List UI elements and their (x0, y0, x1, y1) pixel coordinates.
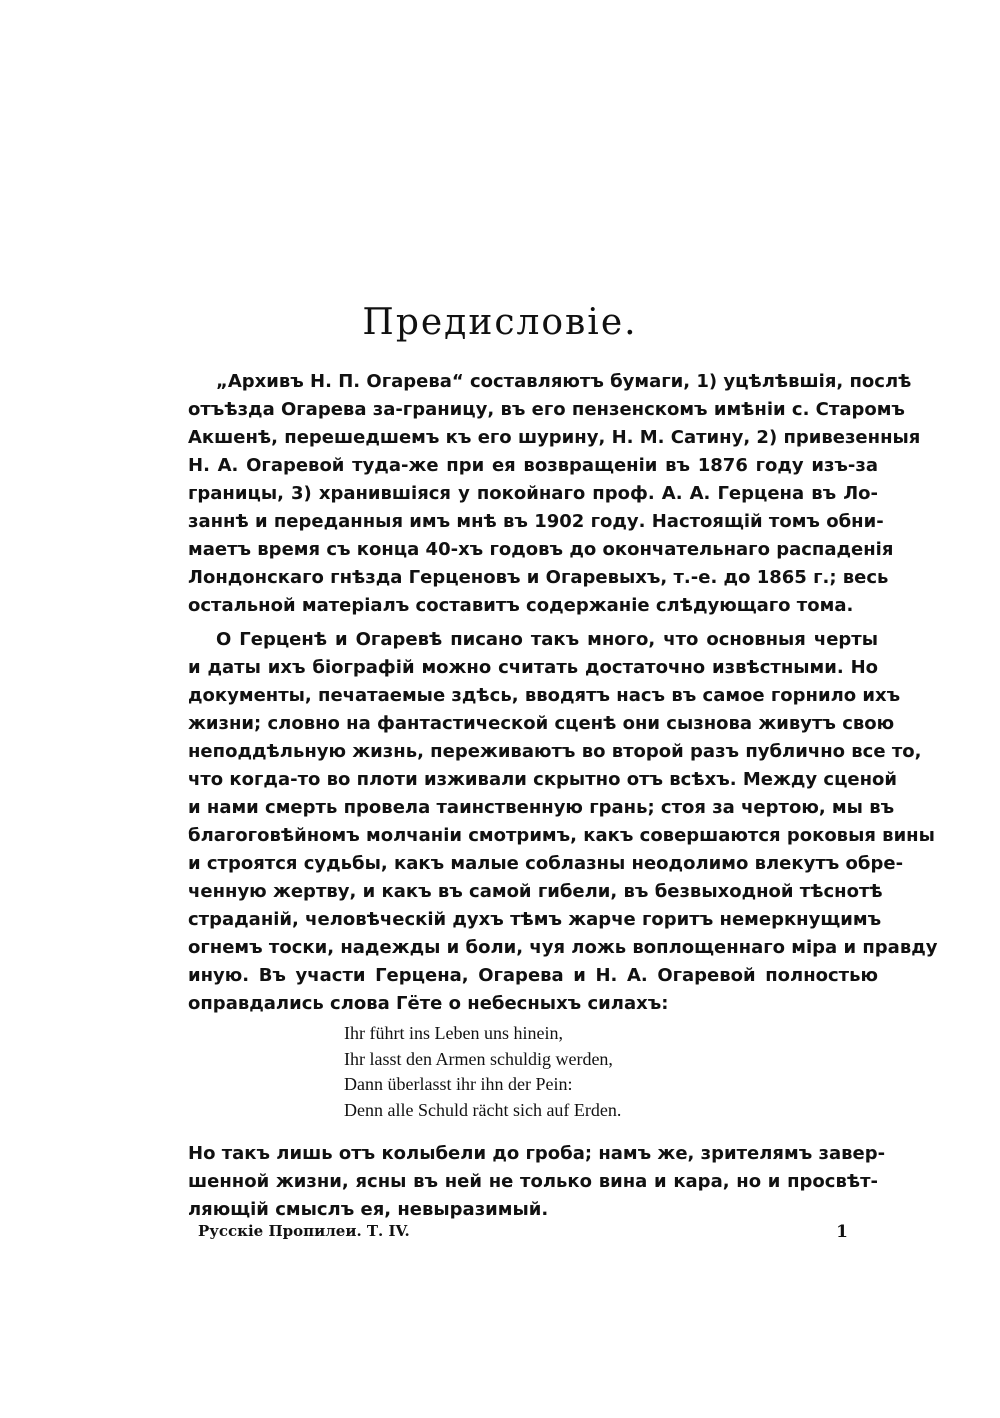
text-line: Н. А. Огаревой туда-же при ея возвращеніи въ 1876 году изъ-за (188, 455, 878, 476)
text-line: документы, печатаемые здѣсь, вводятъ насъ въ самое горнило ихъ (188, 685, 901, 706)
text-line: оправдались слова Гёте о небесныхъ силахъ: (188, 993, 669, 1014)
text-line: и строятся судьбы, какъ малые соблазны неодолимо влекутъ обре- (188, 853, 904, 874)
text-line: заннѣ и переданныя имъ мнѣ въ 1902 году. Настоящій томъ обни- (188, 511, 884, 532)
text-line: благоговѣйномъ молчаніи смотримъ, какъ совершаются роковыя вины (188, 825, 935, 846)
text-line: Лондонскаго гнѣзда Герценовъ и Огаревыхъ, т.-е. до 1865 г.; весь (188, 567, 889, 588)
text-line: и нами смерть провела таинственную грань; стоя за чертою, мы въ (188, 797, 895, 818)
text-line: и даты ихъ біографій можно считать достаточно извѣстными. Но (188, 657, 878, 678)
text-line: границы, 3) хранившіяся у покойнаго проф. А. А. Герцена въ Ло- (188, 483, 878, 504)
page-title: Предисловіе. (362, 302, 638, 343)
text-line: Акшенѣ, перешедшемъ къ его шурину, Н. М. Сатину, 2) привезенныя (188, 427, 921, 448)
text-line: иную. Въ участи Герцена, Огарева и Н. А. Огаревой полностью (188, 965, 878, 986)
text-line: ченную жертву, и какъ въ самой гибели, въ безвыходной тѣснотѣ (188, 881, 883, 902)
poem-verse: Ihr lasst den Armen schuldig werden, (344, 1048, 613, 1069)
text-line: О Герценѣ и Огаревѣ писано такъ много, что основныя черты (216, 629, 878, 650)
goethe-poem (344, 1021, 621, 1123)
poem-verse: Dann überlasst ihr ihn der Pein: (344, 1074, 573, 1094)
text-line: жизни; словно на фантастической сценѣ они сызнова живутъ свою (188, 713, 895, 734)
text-line: отъѣзда Огарева за-границу, въ его пензенскомъ имѣніи с. Старомъ (188, 399, 905, 420)
text-line: ляющій смыслъ ея, невыразимый. (188, 1199, 549, 1220)
journal-signature: Русскіе Пропилеи. Т. IV. (198, 1222, 410, 1240)
text-line: „Архивъ Н. П. Огарева“ составляютъ бумаги, 1) уцѣлѣвшія, послѣ (216, 371, 912, 392)
preface-body (188, 368, 938, 1018)
text-line: Но такъ лишь отъ колыбели до гроба; намъ же, зрителямъ завер- (188, 1143, 886, 1164)
text-line: маетъ время съ конца 40-хъ годовъ до окончательнаго распаденія (188, 539, 894, 560)
text-line: неподдѣльную жизнь, переживаютъ во второй разъ публично все то, (188, 741, 922, 762)
poem-verse: Denn alle Schuld rächt sich auf Erden. (344, 1099, 622, 1120)
text-line: остальной матеріалъ составитъ содержаніе слѣдующаго тома. (188, 595, 854, 616)
text-line: страданій, человѣческій духъ тѣмъ жарче горитъ немеркнущимъ (188, 909, 882, 930)
text-line: огнемъ тоски, надежды и боли, чуя ложь воплощеннаго міра и правду (188, 937, 938, 958)
text-line: что когда-то во плоти изживали скрытно отъ всѣхъ. Между сценой (188, 769, 898, 790)
closing-paragraph (188, 1140, 886, 1224)
poem-verse: Ihr führt ins Leben uns hinein, (344, 1023, 563, 1043)
page-number: 1 (836, 1222, 848, 1242)
text-line: шенной жизни, ясны въ ней не только вина и кара, но и просвѣт- (188, 1171, 878, 1192)
